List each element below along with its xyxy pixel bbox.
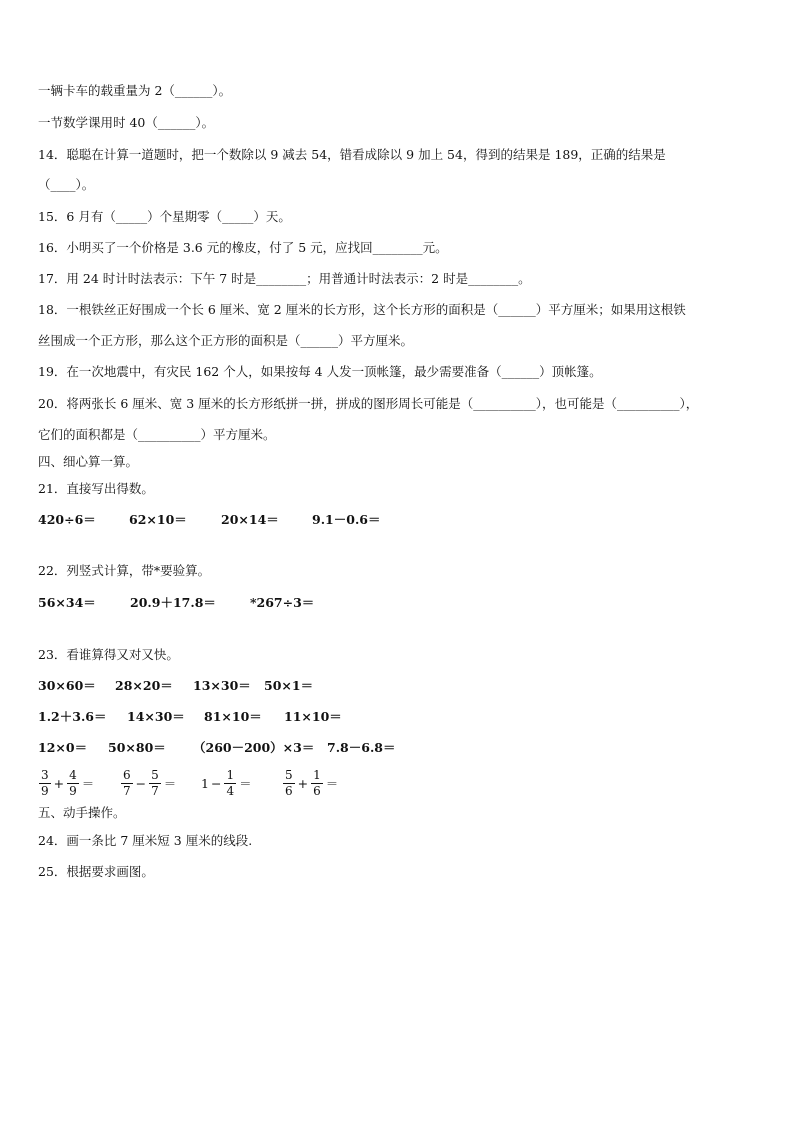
numerator: 1 <box>226 767 235 782</box>
calc-item: 56×34＝ <box>38 595 96 610</box>
calc-item: 1.2＋3.6＝ <box>38 709 107 724</box>
fraction <box>283 768 295 799</box>
fraction <box>224 768 236 799</box>
question-line: 一辆卡车的载重量为 2（______）。 <box>38 83 232 98</box>
numerator: 6 <box>123 767 131 782</box>
operator: + <box>297 775 309 791</box>
question-14: 14．聪聪在计算一道题时，把一个数除以 9 减去 54，错看成除以 9 加上 54，得到的结果是 189，正确的结果是 <box>38 147 666 162</box>
fraction <box>39 768 51 799</box>
fraction <box>311 768 323 799</box>
question-16: 16．小明买了一个价格是 3.6 元的橡皮，付了 5 元，应找回________元。 <box>38 240 448 255</box>
fraction <box>149 768 161 799</box>
calc-item: 28×20＝ <box>115 678 173 693</box>
fraction <box>121 768 133 799</box>
question-20-cont: 它们的面积都是（__________）平方厘米。 <box>38 427 276 442</box>
question-line: 一节数学课用时 40（______）。 <box>38 115 215 130</box>
fraction-expression <box>201 763 254 803</box>
calc-item: 14×30＝ <box>127 709 185 724</box>
denominator: 9 <box>69 783 77 798</box>
calc-item: 11×10＝ <box>284 709 342 724</box>
denominator: 4 <box>226 783 235 798</box>
whole-number: 1 <box>201 775 209 791</box>
fraction-expression <box>282 763 340 803</box>
question-19: 19．在一次地震中，有灾民 162 个人，如果按每 4 人发一顶帐篷，最少需要准备（______）顶帐篷。 <box>38 364 602 379</box>
calc-item: 7.8－6.8＝ <box>327 740 396 755</box>
question-21: 21．直接写出得数。 <box>38 481 154 496</box>
denominator: 6 <box>285 783 293 798</box>
calc-item: 9.1－0.6＝ <box>312 512 381 527</box>
denominator: 7 <box>123 783 131 798</box>
question-25: 25．根据要求画图。 <box>38 864 154 879</box>
fraction-expression <box>120 763 178 803</box>
numerator: 5 <box>285 767 293 782</box>
calc-item: 20×14＝ <box>221 512 279 527</box>
numerator: 1 <box>313 767 321 782</box>
numerator: 4 <box>69 767 77 782</box>
calc-item: 13×30＝ <box>193 678 251 693</box>
calc-item: 50×80＝ <box>108 740 166 755</box>
question-24: 24．画一条比 7 厘米短 3 厘米的线段. <box>38 833 253 848</box>
denominator: 9 <box>41 783 49 798</box>
fraction <box>67 768 79 799</box>
question-17: 17．用 24 时计时法表示：下午 7 时是________；用普通计时法表示：2 时是________。 <box>38 271 531 286</box>
calc-item: （260－200）×3＝ <box>193 740 315 755</box>
calc-item: 81×10＝ <box>204 709 262 724</box>
question-23: 23．看谁算得又对又快。 <box>38 647 179 662</box>
equals: ＝ <box>81 776 95 791</box>
fraction-expression <box>38 763 96 803</box>
question-20: 20．将两张长 6 厘米、宽 3 厘米的长方形纸拼一拼，拼成的图形周长可能是（__________），也可能是（__________）， <box>38 396 699 411</box>
numerator: 3 <box>41 767 49 782</box>
calc-item: *267÷3＝ <box>250 595 315 610</box>
fraction-row <box>38 763 438 803</box>
calc-item: 50×1＝ <box>264 678 314 693</box>
section-heading-5: 五、动手操作。 <box>38 805 126 820</box>
denominator: 7 <box>151 783 159 798</box>
equals: ＝ <box>163 776 177 791</box>
calc-item: 20.9＋17.8＝ <box>130 595 216 610</box>
calc-item: 62×10＝ <box>129 512 187 527</box>
equals: ＝ <box>325 776 339 791</box>
calc-item: 420÷6＝ <box>38 512 96 527</box>
calc-item: 30×60＝ <box>38 678 96 693</box>
denominator: 6 <box>313 783 321 798</box>
section-heading-4: 四、细心算一算。 <box>38 454 139 469</box>
equals: ＝ <box>239 776 252 791</box>
operator: + <box>53 775 65 791</box>
question-18-cont: 丝围成一个正方形，那么这个正方形的面积是（______）平方厘米。 <box>38 333 414 348</box>
question-22: 22．列竖式计算，带*要验算。 <box>38 563 211 578</box>
operator: − <box>210 775 222 791</box>
operator: − <box>135 775 147 791</box>
question-14-cont: （____）。 <box>38 177 95 192</box>
question-18: 18．一根铁丝正好围成一个长 6 厘米、宽 2 厘米的长方形，这个长方形的面积是（______）平方厘米；如果用这根铁 <box>38 302 686 317</box>
question-15: 15．6 月有（_____）个星期零（_____）天。 <box>38 209 291 224</box>
calc-item: 12×0＝ <box>38 740 88 755</box>
numerator: 5 <box>151 767 159 782</box>
